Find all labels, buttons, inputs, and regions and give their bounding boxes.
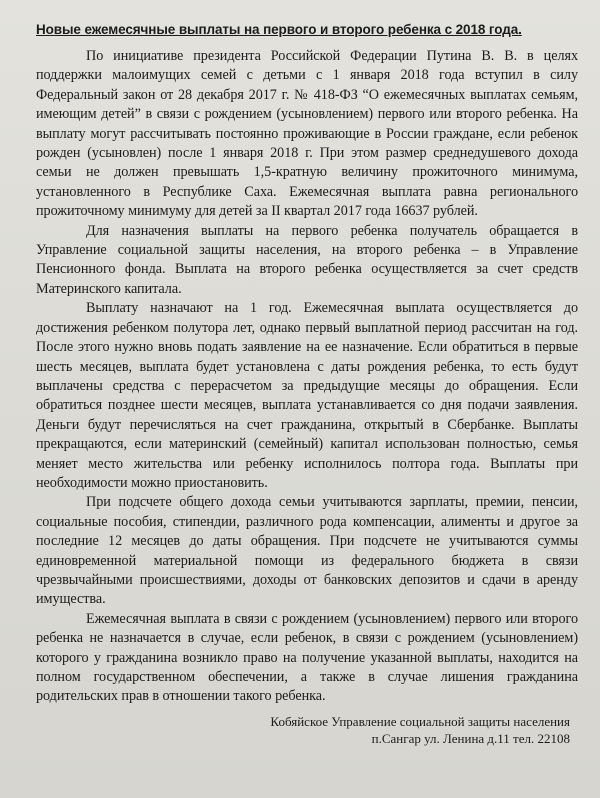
paragraph-income-calculation: При подсчете общего дохода семьи учитываются зарплаты, премии, пенсии, социальные пособия, стипендии, различного рода компенсации, алименты и другое за последние 12 месяцев до даты обращения. При подсчете не учитываются суммы единовременной материальной помощи из федерального бюджета в связи чрезвычайными происшествиями, доходы от банковских депозитов и сдачи в аренду имущества.	[36, 494, 578, 608]
signature-address: п.Сангар ул. Ленина д.11 тел. 22108	[371, 730, 570, 746]
paragraph-application: Для назначения выплаты на первого ребенка получатель обращается в Управление социальной защиты населения, на второго ребенка – в Управление Пенсионного фонда. Выплата на второго ребенка осуществляется за счет средств Материнского капитала.	[36, 222, 578, 297]
paragraph-initiative: По инициативе президента Российской Федерации Путина В. В. в целях поддержки малоимущих семей с детьми с 1 января 2018 года вступил в силу Федеральный закон от 28 декабря 2017 г. № 418-ФЗ “О ежемесячных выплатах семьям, имеющим детей” в связи с рождением (усыновлением) первого или второго ребенка. На выплату могут рассчитывать постоянно проживающие в России граждане, если ребенок рожден (усыновлен) после 1 января 2018 г. При этом размер среднедушевого дохода семьи не должен превышать 1,5-кратную величину прожиточного минимума, установленного в Республике Саха. Ежемесячная выплата равна регионального прожиточному минимуму для детей за II квартал 2017 года 16637 рублей.	[36, 48, 578, 220]
signature-organization: Кобяйское Управление социальной защиты населения	[270, 713, 570, 729]
signature-block	[36, 713, 578, 747]
paragraph-exclusions: Ежемесячная выплата в связи с рождением (усыновлением) первого или второго ребенка не назначается в случае, если ребенок, в связи с рождением (усыновлением) которого у гражданина возникло право на получение указанной выплаты, находится на полном государственном обеспечении, а также в случае лишения гражданина родительских прав в отношении такого ребенка.	[36, 610, 578, 705]
paragraph-payment-period: Выплату назначают на 1 год. Ежемесячная выплата осуществляется до достижения ребенком полутора лет, однако первый выплатной период рассчитан на год. После этого нужно вновь подать заявление на ее назначение. Если обратиться в первые шесть месяцев, выплата будет установлена с даты рождения ребенка, то есть будут выплачены средства с перерасчетом за предыдущие месяцы до обращения. Если обратиться позднее шести месяцев, выплата устанавливается со дня подачи заявления. Деньги будут перечисляться на счет гражданина, открытый в Сбербанке. Выплаты прекращаются, если материнский (семейный) капитал использован полностью, семья меняет место жительства или ребенку исполнилось полтора года. Выплаты при необходимости можно приостановить.	[36, 300, 578, 491]
document-title: Новые ежемесячные выплаты на первого и второго ребенка с 2018 года.	[36, 22, 522, 37]
